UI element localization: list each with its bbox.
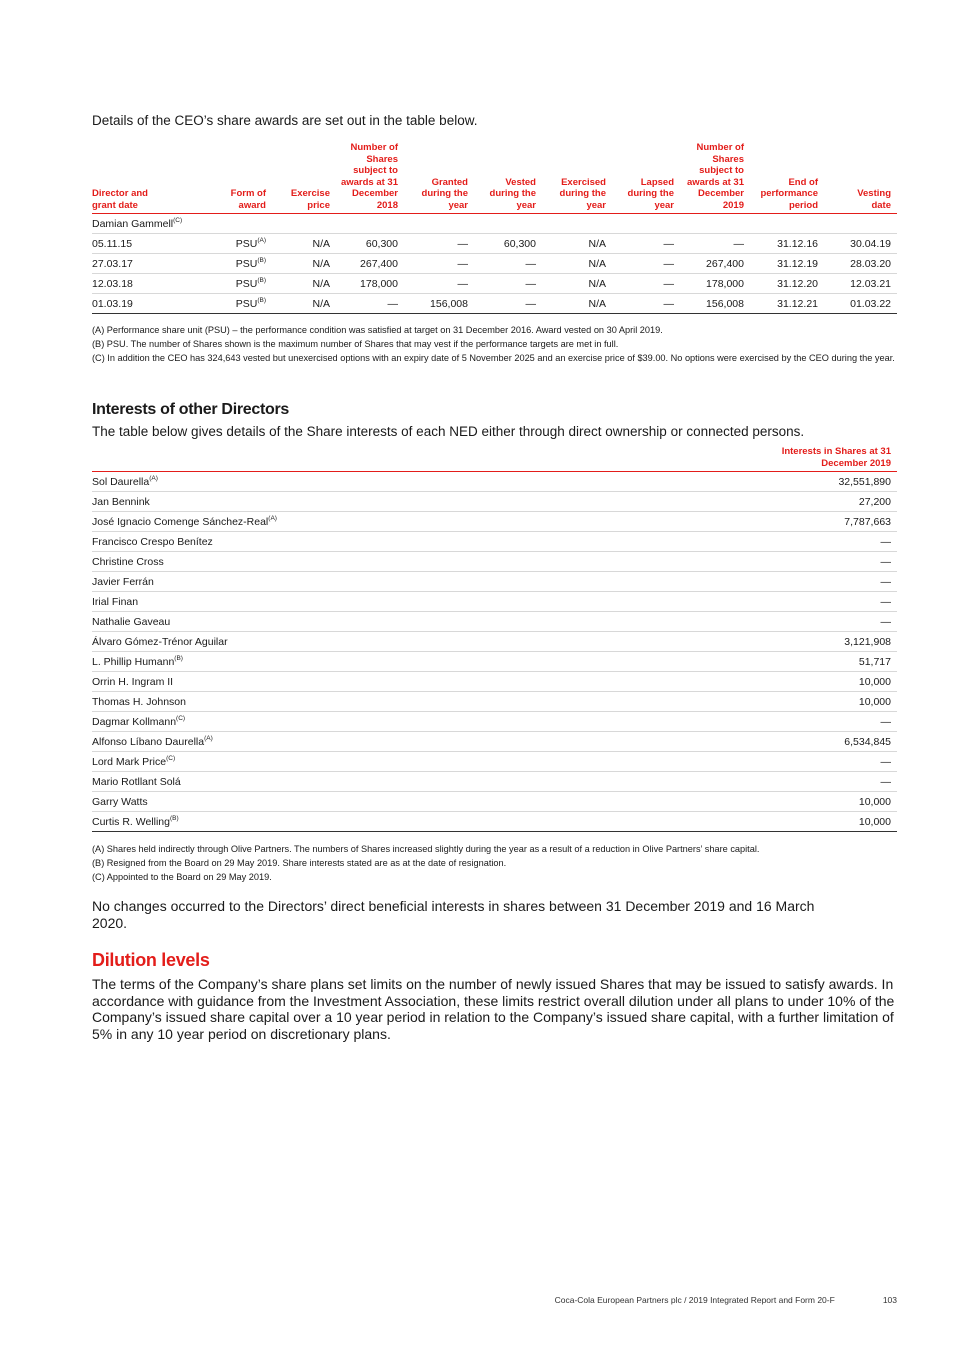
ned-interest-value: 6,534,845 — [577, 732, 897, 752]
col-price: Exercise price — [272, 142, 336, 214]
shares-at-2019: 267,400 — [680, 254, 750, 274]
ned-name-cell — [92, 772, 577, 792]
ned-row — [92, 752, 897, 772]
vesting-date: 12.03.21 — [824, 274, 897, 294]
ned-name: Christine Cross — [92, 555, 164, 568]
form-of-award — [192, 234, 272, 254]
director-name: Damian Gammell — [92, 217, 174, 230]
shares-at-2018: 60,300 — [336, 234, 404, 254]
ned-row — [92, 632, 897, 652]
ned-row — [92, 492, 897, 512]
director-name-cell — [92, 214, 897, 234]
ceo-share-awards-table — [92, 142, 897, 314]
grant-date: 01.03.19 — [92, 294, 192, 314]
lapsed: — — [612, 294, 680, 314]
grant-date: 05.11.15 — [92, 234, 192, 254]
ned-row — [92, 612, 897, 632]
ned-row — [92, 552, 897, 572]
col-vested: Vested during the year — [474, 142, 542, 214]
ned-row — [92, 792, 897, 812]
ned-row — [92, 692, 897, 712]
lapsed: — — [612, 274, 680, 294]
ned-name: Mario Rotllant Solá — [92, 775, 181, 788]
ned-name: Alfonso Líbano Daurella — [92, 735, 205, 748]
section-heading-dilution: Dilution levels — [92, 950, 210, 970]
exercised: N/A — [542, 294, 612, 314]
section-heading-interests: Interests of other Directors — [92, 401, 289, 418]
end-of-period: 31.12.20 — [750, 274, 824, 294]
interests-intro: The table below gives details of the Share interests of each NED either through direct ownership or connected persons. — [92, 424, 805, 439]
exercised: N/A — [542, 274, 612, 294]
shares-at-2019: 156,008 — [680, 294, 750, 314]
col-lapsed: Lapsed during the year — [612, 142, 680, 214]
col-granted: Granted during the year — [404, 142, 474, 214]
exercised: N/A — [542, 234, 612, 254]
shares-at-2018: — — [336, 294, 404, 314]
footnote-ref: (C) — [176, 714, 186, 722]
ned-name-cell — [92, 752, 577, 772]
ned-name: Garry Watts — [92, 795, 148, 808]
ned-name: Thomas H. Johnson — [92, 695, 186, 708]
ned-interest-value: — — [577, 772, 897, 792]
ned-name-cell — [92, 652, 577, 672]
ned-name: Sol Daurella — [92, 475, 150, 488]
ned-header-row — [92, 446, 897, 472]
footnote-ref: (B) — [174, 654, 183, 662]
ned-name-cell — [92, 812, 577, 832]
ned-name: Curtis R. Welling — [92, 815, 170, 828]
form-value: PSU — [235, 277, 258, 290]
shares-at-2019: — — [680, 234, 750, 254]
award-row — [92, 234, 897, 254]
ned-row — [92, 652, 897, 672]
col-director: Director and grant date — [92, 142, 192, 214]
ned-rows — [92, 472, 897, 832]
ned-name: Irial Finan — [92, 595, 139, 608]
ned-name-cell — [92, 592, 577, 612]
report-title: Coca-Cola European Partners plc / 2019 Integrated Report and Form 20-F — [554, 1295, 835, 1305]
footnote-ref: (A) — [257, 236, 266, 244]
footnote-ref: (B) — [257, 296, 266, 304]
col-at-2018: Number of Shares subject to awards at 31 December 2018 — [336, 142, 404, 214]
footnote-ref: (B) — [170, 814, 179, 822]
ned-interest-value: — — [577, 552, 897, 572]
exercise-price: N/A — [272, 294, 336, 314]
col-exercised: Exercised during the year — [542, 142, 612, 214]
footnote: (C) In addition the CEO has 324,643 vested but unexercised options with an expiry date of 5 November 2025 and an exercise price of $39.00. No options were exercised by the CEO during the year. — [92, 353, 895, 363]
ned-interest-value: 3,121,908 — [577, 632, 897, 652]
col-end-period: End of performance period — [750, 142, 824, 214]
award-row — [92, 274, 897, 294]
lapsed: — — [612, 254, 680, 274]
ned-name-cell — [92, 632, 577, 652]
ned-row — [92, 772, 897, 792]
ned-interest-value: 10,000 — [577, 672, 897, 692]
director-row — [92, 214, 897, 234]
granted: 156,008 — [404, 294, 474, 314]
page-footer — [555, 1295, 897, 1305]
ned-interest-value: 10,000 — [577, 792, 897, 812]
footnote-ref: (B) — [257, 276, 266, 284]
footnote: (B) Resigned from the Board on 29 May 2019. Share interests stated are as at the date of resignation. — [92, 858, 507, 868]
vesting-date: 30.04.19 — [824, 234, 897, 254]
ned-name-cell — [92, 492, 577, 512]
footnote-ref: (C) — [166, 754, 176, 762]
col-form: Form of award — [192, 142, 272, 214]
col-vesting-date: Vesting date — [824, 142, 897, 214]
ned-row — [92, 712, 897, 732]
footnote: (B) PSU. The number of Shares shown is the maximum number of Shares that may vest if the performance targets are met in full. — [92, 339, 619, 349]
interests-footnotes — [92, 842, 897, 884]
dilution-paragraph: The terms of the Company’s share plans set limits on the number of newly issued Shares that may be issued to satisfy awards. In accordance with guidance from the Investment Association, these limits restrict overall dilution under all plans to under 10% of the Company’s issued share capital over a 10 year period in relation to the Company’s issued share capital, with a further limitation of 5% in any 10 year period on discretionary plans. — [92, 976, 895, 1042]
award-row — [92, 294, 897, 314]
footnote-ref: (A) — [204, 734, 213, 742]
vesting-date: 01.03.22 — [824, 294, 897, 314]
exercise-price: N/A — [272, 274, 336, 294]
exercised: N/A — [542, 254, 612, 274]
ned-name-cell — [92, 532, 577, 552]
ned-name: Javier Ferrán — [92, 575, 154, 588]
granted: — — [404, 274, 474, 294]
vesting-date: 28.03.20 — [824, 254, 897, 274]
footnote-ref: (A) — [149, 474, 158, 482]
ned-name-cell — [92, 472, 577, 492]
form-of-award — [192, 254, 272, 274]
ned-row — [92, 672, 897, 692]
vested: — — [474, 254, 542, 274]
form-value: PSU — [235, 237, 258, 250]
footnote-ref: (A) — [268, 514, 277, 522]
col-interests — [577, 446, 897, 472]
form-of-award — [192, 274, 272, 294]
vested: — — [474, 294, 542, 314]
ned-name: Lord Mark Price — [92, 755, 167, 768]
end-of-period: 31.12.19 — [750, 254, 824, 274]
form-of-award — [192, 294, 272, 314]
form-value: PSU — [235, 297, 258, 310]
ned-name: Dagmar Kollmann — [92, 715, 177, 728]
ned-interest-value: — — [577, 752, 897, 772]
ned-name-cell — [92, 552, 577, 572]
footnote: (C) Appointed to the Board on 29 May 2019. — [92, 872, 272, 882]
form-value: PSU — [235, 257, 258, 270]
ned-name: Álvaro Gómez-Trénor Aguilar — [92, 635, 228, 648]
ned-name-cell — [92, 712, 577, 732]
awards-header-row — [92, 142, 897, 214]
ned-name: Nathalie Gaveau — [92, 615, 171, 628]
page-number: 103 — [882, 1295, 897, 1305]
ned-row — [92, 572, 897, 592]
ned-interest-value: 51,717 — [577, 652, 897, 672]
interests-header: Interests in Shares at 31 December 2019 — [781, 446, 891, 469]
end-of-period: 31.12.16 — [750, 234, 824, 254]
vested: — — [474, 274, 542, 294]
col-at-2019: Number of Shares subject to awards at 31 December 2019 — [680, 142, 750, 214]
exercise-price: N/A — [272, 234, 336, 254]
ned-interest-value: — — [577, 572, 897, 592]
granted: — — [404, 254, 474, 274]
ned-row — [92, 472, 897, 492]
ned-name-cell — [92, 792, 577, 812]
ned-interest-value: 32,551,890 — [577, 472, 897, 492]
granted: — — [404, 234, 474, 254]
ned-name-cell — [92, 732, 577, 752]
ned-row — [92, 532, 897, 552]
ned-interest-value: — — [577, 612, 897, 632]
award-row — [92, 254, 897, 274]
ned-name: L. Phillip Humann — [92, 655, 175, 668]
col-name — [92, 446, 577, 472]
footnote-ref: (C) — [173, 216, 183, 224]
ned-name-cell — [92, 572, 577, 592]
footnote: (A) Performance share unit (PSU) – the performance condition was satisfied at target on 31 December 2016. Award vested on 30 April 2019. — [92, 325, 663, 335]
awards-footnotes — [92, 323, 897, 365]
ned-name: Francisco Crespo Benítez — [92, 535, 213, 548]
ned-interests-table — [92, 446, 897, 832]
ned-interest-value: — — [577, 532, 897, 552]
ned-interest-value: — — [577, 712, 897, 732]
footnote: (A) Shares held indirectly through Olive Partners. The numbers of Shares increased slightly during the year as a result of a reduction in Olive Partners’ share capital. — [92, 844, 760, 854]
end-of-period: 31.12.21 — [750, 294, 824, 314]
footnote-ref: (B) — [257, 256, 266, 264]
ned-name: Orrin H. Ingram II — [92, 675, 174, 688]
ned-name-cell — [92, 672, 577, 692]
shares-at-2019: 178,000 — [680, 274, 750, 294]
no-changes-paragraph: No changes occurred to the Directors’ direct beneficial interests in shares between 31 December 2019 and 16 March 2020. — [92, 898, 815, 931]
lapsed: — — [612, 234, 680, 254]
ned-interest-value: 10,000 — [577, 692, 897, 712]
shares-at-2018: 267,400 — [336, 254, 404, 274]
grant-date: 12.03.18 — [92, 274, 192, 294]
ned-name-cell — [92, 512, 577, 532]
awards-intro: Details of the CEO’s share awards are set out in the table below. — [92, 113, 478, 128]
vested: 60,300 — [474, 234, 542, 254]
ned-name: Jan Bennink — [92, 495, 150, 508]
ned-interest-value: 27,200 — [577, 492, 897, 512]
shares-at-2018: 178,000 — [336, 274, 404, 294]
ned-row — [92, 592, 897, 612]
ned-name-cell — [92, 692, 577, 712]
ned-interest-value: 7,787,663 — [577, 512, 897, 532]
ned-name-cell — [92, 612, 577, 632]
ned-row — [92, 732, 897, 752]
ned-row — [92, 812, 897, 832]
exercise-price: N/A — [272, 254, 336, 274]
ned-row — [92, 512, 897, 532]
grant-date: 27.03.17 — [92, 254, 192, 274]
ned-interest-value: 10,000 — [577, 812, 897, 832]
ned-interest-value: — — [577, 592, 897, 612]
ned-name: José Ignacio Comenge Sánchez-Real — [92, 515, 269, 528]
